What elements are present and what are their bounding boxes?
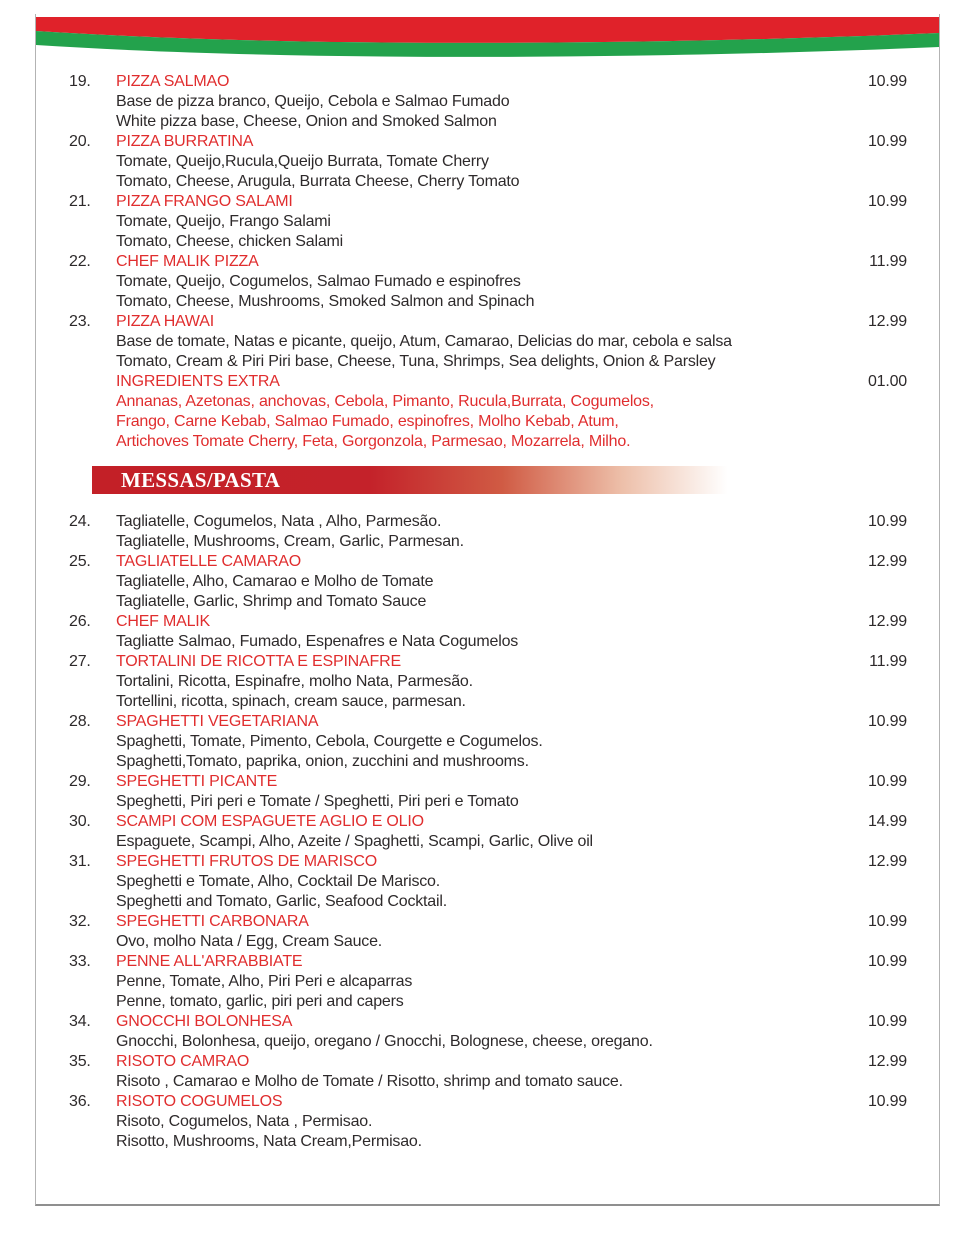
item-description-line: Speghetti, Piri peri e Tomate / Speghetti, Piri peri e Tomato xyxy=(116,793,519,810)
item-description-line: Tomate, Queijo, Frango Salami xyxy=(116,213,331,230)
item-number: 31. xyxy=(69,853,91,870)
item-price: 10.99 xyxy=(867,73,907,90)
menu-item xyxy=(69,652,907,712)
item-text xyxy=(116,132,837,192)
item-number: 20. xyxy=(69,133,91,150)
menu-item xyxy=(69,72,907,132)
item-number: 24. xyxy=(69,513,91,530)
item-price: 10.99 xyxy=(867,1013,907,1030)
item-number: 35. xyxy=(69,1053,91,1070)
item-description-line: Frango, Carne Kebab, Salmao Fumado, espinofres, Molho Kebab, Atum, xyxy=(116,413,619,430)
italian-flag-banner xyxy=(36,14,939,60)
item-description-line: Artichoves Tomate Cherry, Feta, Gorgonzola, Parmesao, Mozarrela, Milho. xyxy=(116,433,631,450)
item-description-line: Tomato, Cheese, Arugula, Burrata Cheese, Cherry Tomato xyxy=(116,173,520,190)
item-price: 10.99 xyxy=(867,133,907,150)
item-title: PIZZA HAWAI xyxy=(116,313,214,330)
menu-item xyxy=(69,1012,907,1052)
item-description-line: Annanas, Azetonas, anchovas, Cebola, Pimanto, Rucula,Burrata, Cogumelos, xyxy=(116,393,654,410)
item-description-line: Tagliatelle, Cogumelos, Nata , Alho, Parmesão. xyxy=(116,513,442,530)
menu-item xyxy=(69,132,907,192)
item-title: SPEGHETTI CARBONARA xyxy=(116,913,309,930)
item-text xyxy=(116,912,837,952)
menu-section-pizza xyxy=(69,72,907,452)
item-description-line: Penne, Tomate, Alho, Piri Peri e alcaparras xyxy=(116,973,413,990)
item-number: 27. xyxy=(69,653,91,670)
item-title: PENNE ALL'ARRABBIATE xyxy=(116,953,303,970)
menu-item xyxy=(69,612,907,652)
item-description-line: Tagliatelle, Alho, Camarao e Molho de Tomate xyxy=(116,573,434,590)
item-text xyxy=(116,1052,837,1092)
item-price: 10.99 xyxy=(867,513,907,530)
menu-page xyxy=(35,14,940,1206)
item-title: CHEF MALIK PIZZA xyxy=(116,253,259,270)
item-title: SPEGHETTI FRUTOS DE MARISCO xyxy=(116,853,377,870)
menu-item xyxy=(69,372,907,452)
item-number: 28. xyxy=(69,713,91,730)
item-description-line: Base de tomate, Natas e picante, queijo, Atum, Camarao, Delicias do mar, cebola e salsa xyxy=(116,333,732,350)
item-description-line: White pizza base, Cheese, Onion and Smoked Salmon xyxy=(116,113,497,130)
item-text xyxy=(116,952,837,1012)
item-price: 10.99 xyxy=(867,953,907,970)
item-description-line: Espaguete, Scampi, Alho, Azeite / Spaghetti, Scampi, Garlic, Olive oil xyxy=(116,833,593,850)
item-description-line: Tortalini, Ricotta, Espinafre, molho Nata, Parmesão. xyxy=(116,673,473,690)
item-price: 11.99 xyxy=(869,253,907,270)
item-title: PIZZA BURRATINA xyxy=(116,133,254,150)
item-description-line: Tomato, Cheese, chicken Salami xyxy=(116,233,344,250)
item-description-line: Tomate, Queijo, Cogumelos, Salmao Fumado e espinofres xyxy=(116,273,521,290)
item-description-line: Speghetti e Tomate, Alho, Cocktail De Marisco. xyxy=(116,873,441,890)
item-text xyxy=(116,372,837,452)
menu-item xyxy=(69,1052,907,1092)
item-number: 29. xyxy=(69,773,91,790)
menu-item xyxy=(69,252,907,312)
item-text xyxy=(116,72,837,132)
item-number: 33. xyxy=(69,953,91,970)
item-number: 36. xyxy=(69,1093,91,1110)
menu-body xyxy=(36,60,939,1152)
item-price: 10.99 xyxy=(867,913,907,930)
item-number: 21. xyxy=(69,193,91,210)
menu-item xyxy=(69,192,907,252)
menu-item xyxy=(69,312,907,372)
item-description-line: Tagliatelle, Mushrooms, Cream, Garlic, Parmesan. xyxy=(116,533,464,550)
item-title: SPEGHETTI PICANTE xyxy=(116,773,278,790)
item-price: 01.00 xyxy=(867,373,907,390)
item-text xyxy=(116,312,837,372)
menu-item xyxy=(69,812,907,852)
menu-item xyxy=(69,552,907,612)
item-number: 32. xyxy=(69,913,91,930)
menu-item xyxy=(69,912,907,952)
item-price: 12.99 xyxy=(867,1053,907,1070)
item-text xyxy=(116,1092,837,1152)
item-price: 12.99 xyxy=(867,553,907,570)
item-title: SPAGHETTI VEGETARIANA xyxy=(116,713,319,730)
item-title: CHEF MALIK xyxy=(116,613,211,630)
item-price: 11.99 xyxy=(869,653,907,670)
item-price: 12.99 xyxy=(867,853,907,870)
item-price: 12.99 xyxy=(867,613,907,630)
item-number: 30. xyxy=(69,813,91,830)
item-price: 14.99 xyxy=(867,813,907,830)
item-description-line: Speghetti and Tomato, Garlic, Seafood Cocktail. xyxy=(116,893,447,910)
item-title: INGREDIENTS EXTRA xyxy=(116,373,280,390)
item-description-line: Tomato, Cheese, Mushrooms, Smoked Salmon and Spinach xyxy=(116,293,535,310)
item-text xyxy=(116,512,837,552)
item-description-line: Tagliatte Salmao, Fumado, Espenafres e Nata Cogumelos xyxy=(116,633,519,650)
item-price: 10.99 xyxy=(867,773,907,790)
item-description-line: Base de pizza branco, Queijo, Cebola e Salmao Fumado xyxy=(116,93,510,110)
item-title: RISOTO COGUMELOS xyxy=(116,1093,283,1110)
menu-item xyxy=(69,712,907,772)
item-title: TORTALINI DE RICOTTA E ESPINAFRE xyxy=(116,653,401,670)
item-number: 19. xyxy=(69,73,91,90)
item-text xyxy=(116,612,837,652)
menu-item xyxy=(69,772,907,812)
menu-item xyxy=(69,1092,907,1152)
item-description-line: Tomato, Cream & Piri Piri base, Cheese, Tuna, Shrimps, Sea delights, Onion & Parsley xyxy=(116,353,716,370)
item-price: 10.99 xyxy=(867,1093,907,1110)
item-number: 23. xyxy=(69,313,91,330)
item-description-line: Gnocchi, Bolonhesa, queijo, oregano / Gnocchi, Bolognese, cheese, oregano. xyxy=(116,1033,653,1050)
item-price: 12.99 xyxy=(867,313,907,330)
item-description-line: Tomate, Queijo,Rucula,Queijo Burrata, Tomate Cherry xyxy=(116,153,489,170)
item-description-line: Spaghetti,Tomato, paprika, onion, zucchini and mushrooms. xyxy=(116,753,529,770)
item-text xyxy=(116,1012,837,1052)
item-description-line: Risotto, Mushrooms, Nata Cream,Permisao. xyxy=(116,1133,422,1150)
item-title: PIZZA FRANGO SALAMI xyxy=(116,193,293,210)
item-text xyxy=(116,772,837,812)
item-text xyxy=(116,812,837,852)
item-price: 10.99 xyxy=(867,713,907,730)
item-description-line: Ovo, molho Nata / Egg, Cream Sauce. xyxy=(116,933,383,950)
menu-section-pasta xyxy=(69,512,907,1152)
item-text xyxy=(116,552,837,612)
item-number: 22. xyxy=(69,253,91,270)
item-description-line: Risoto, Cogumelos, Nata , Permisao. xyxy=(116,1113,373,1130)
item-description-line: Penne, tomato, garlic, piri peri and capers xyxy=(116,993,404,1010)
item-text xyxy=(116,192,837,252)
section-header-messas-pasta: MESSAS/PASTA xyxy=(92,466,754,494)
item-title: SCAMPI COM ESPAGUETE AGLIO E OLIO xyxy=(116,813,424,830)
item-price: 10.99 xyxy=(867,193,907,210)
item-description-line: Risoto , Camarao e Molho de Tomate / Risotto, shrimp and tomato sauce. xyxy=(116,1073,623,1090)
item-text xyxy=(116,652,837,712)
item-title: GNOCCHI BOLONHESA xyxy=(116,1013,293,1030)
item-number: 25. xyxy=(69,553,91,570)
item-number: 26. xyxy=(69,613,91,630)
item-text xyxy=(116,252,837,312)
item-text xyxy=(116,852,837,912)
menu-item xyxy=(69,512,907,552)
item-title: RISOTO CAMRAO xyxy=(116,1053,250,1070)
item-text xyxy=(116,712,837,772)
item-description-line: Spaghetti, Tomate, Pimento, Cebola, Courgette e Cogumelos. xyxy=(116,733,543,750)
item-title: PIZZA SALMAO xyxy=(116,73,230,90)
menu-item xyxy=(69,852,907,912)
menu-item xyxy=(69,952,907,1012)
item-title: TAGLIATELLE CAMARAO xyxy=(116,553,301,570)
item-description-line: Tortellini, ricotta, spinach, cream sauce, parmesan. xyxy=(116,693,466,710)
item-number: 34. xyxy=(69,1013,91,1030)
item-description-line: Tagliatelle, Garlic, Shrimp and Tomato Sauce xyxy=(116,593,427,610)
